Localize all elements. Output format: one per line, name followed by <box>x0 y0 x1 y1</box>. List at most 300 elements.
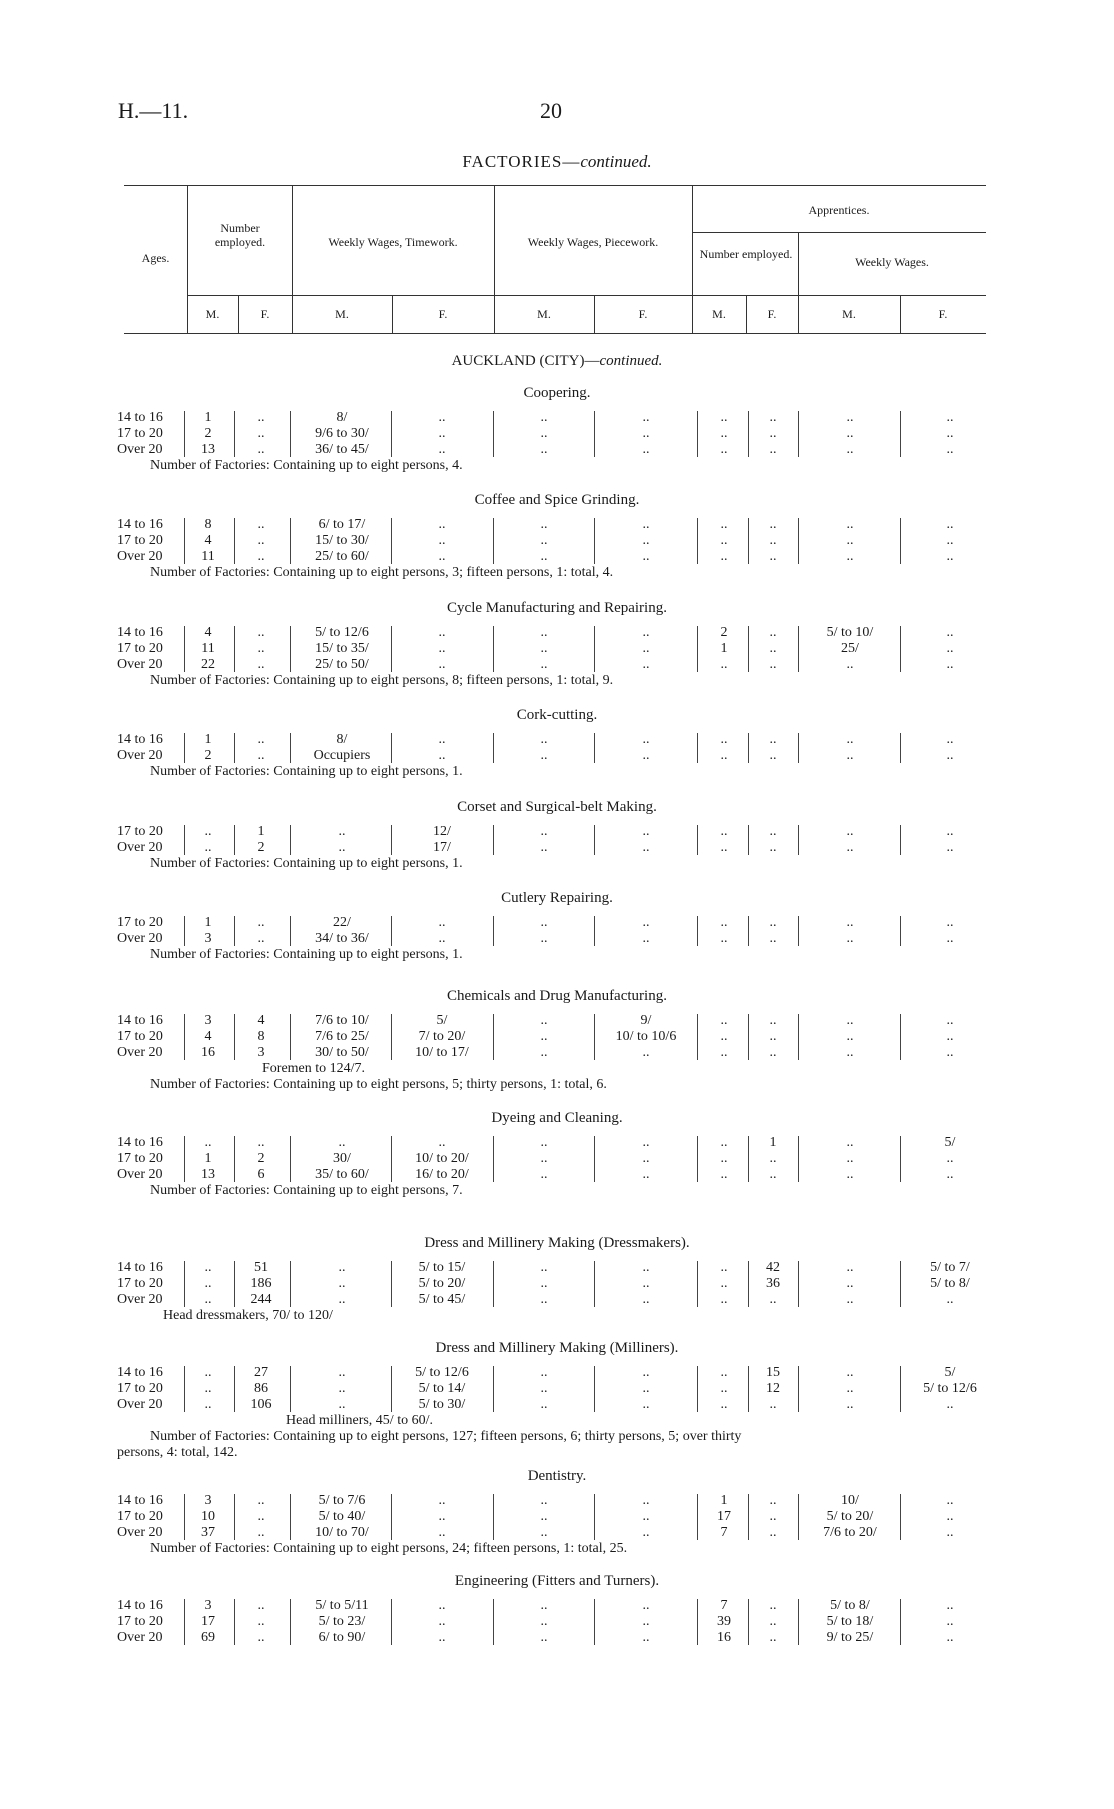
apprentice-female-cell: .. <box>769 657 777 672</box>
timework-female-cell: .. <box>438 657 446 672</box>
column-rule <box>290 1014 291 1060</box>
column-rule <box>594 1366 595 1412</box>
column-rule <box>184 916 185 946</box>
column-rule <box>798 1366 799 1412</box>
timework-male-cell: 8/ <box>336 732 348 747</box>
apprentice-wages-male-cell: .. <box>846 1135 854 1150</box>
header-m: M. <box>712 307 726 321</box>
male-employed-cell: 3 <box>204 1598 212 1613</box>
apprentice-wages-male-cell: .. <box>846 1013 854 1028</box>
apprentice-wages-female-cell: .. <box>946 1151 954 1166</box>
table-row <box>0 410 1114 426</box>
apprentice-wages-female-cell: .. <box>946 840 954 855</box>
piecework-male-cell: .. <box>540 1614 548 1629</box>
piecework-female-cell: .. <box>642 1381 650 1396</box>
column-rule <box>900 1261 901 1307</box>
apprentice-wages-male-cell: .. <box>846 1397 854 1412</box>
age-cell: 17 to 20 <box>117 641 163 656</box>
age-cell: 17 to 20 <box>117 1151 163 1166</box>
timework-female-cell: 5/ to 30/ <box>418 1397 466 1412</box>
piecework-female-cell: .. <box>642 549 650 564</box>
age-cell: Over 20 <box>117 1167 163 1182</box>
piecework-female-cell: .. <box>642 1260 650 1275</box>
piecework-male-cell: .. <box>540 1365 548 1380</box>
apprentices-header: Apprentices. <box>808 203 870 217</box>
piecework-male-cell: .. <box>540 1397 548 1412</box>
apprentice-female-cell: .. <box>769 1525 777 1540</box>
apprentice-male-cell: .. <box>720 1013 728 1028</box>
column-rule <box>184 825 185 855</box>
piecework-male-cell: .. <box>540 824 548 839</box>
apprentices-number-header: Number employed. <box>699 247 793 261</box>
column-rule <box>290 1366 291 1412</box>
age-cell: Over 20 <box>117 442 163 457</box>
piecework-male-cell: .. <box>540 915 548 930</box>
table-row <box>0 549 1114 565</box>
timework-female-cell: .. <box>438 1525 446 1540</box>
apprentice-wages-female-cell: .. <box>946 1397 954 1412</box>
apprentice-wages-male-cell: .. <box>846 732 854 747</box>
apprentice-male-cell: .. <box>720 517 728 532</box>
piecework-male-cell: .. <box>540 1135 548 1150</box>
female-employed-cell: .. <box>257 549 265 564</box>
table-row <box>0 1135 1114 1151</box>
female-employed-cell: .. <box>257 1598 265 1613</box>
table-row <box>0 1151 1114 1167</box>
age-cell: Over 20 <box>117 1525 163 1540</box>
piecework-female-cell: .. <box>642 840 650 855</box>
male-employed-cell: .. <box>204 1260 212 1275</box>
column-rule <box>697 1599 698 1645</box>
piecework-male-cell: .. <box>540 533 548 548</box>
column-rule <box>234 1261 235 1307</box>
column-rule <box>184 1494 185 1540</box>
timework-male-cell: .. <box>338 824 346 839</box>
female-employed-cell: .. <box>257 533 265 548</box>
male-employed-cell: 11 <box>201 549 215 564</box>
female-employed-cell: 2 <box>257 840 265 855</box>
piecework-female-cell: .. <box>642 732 650 747</box>
male-employed-cell: .. <box>204 1292 212 1307</box>
section-note: Head milliners, 45/ to 60/. <box>286 1413 433 1428</box>
column-rule <box>184 411 185 457</box>
female-employed-cell: 51 <box>254 1260 268 1275</box>
column-header <box>124 185 986 335</box>
timework-female-cell: .. <box>438 1630 446 1645</box>
table-row <box>0 442 1114 458</box>
timework-male-cell: .. <box>338 1135 346 1150</box>
table-row <box>0 1397 1114 1413</box>
column-rule <box>290 733 291 763</box>
female-employed-cell: 3 <box>257 1045 265 1060</box>
column-rule <box>697 825 698 855</box>
apprentice-wages-female-cell: .. <box>946 1509 954 1524</box>
timework-female-cell: .. <box>438 641 446 656</box>
age-cell: 14 to 16 <box>117 1493 163 1508</box>
column-rule <box>493 518 494 564</box>
timework-female-cell: .. <box>438 625 446 640</box>
age-cell: 17 to 20 <box>117 1381 163 1396</box>
table-row <box>0 1029 1114 1045</box>
apprentice-wages-male-cell: .. <box>846 549 854 564</box>
apprentice-male-cell: 16 <box>717 1630 731 1645</box>
piecework-female-cell: .. <box>642 426 650 441</box>
timework-female-cell: 10/ to 20/ <box>415 1151 469 1166</box>
apprentice-male-cell: 1 <box>720 641 728 656</box>
male-employed-cell: 8 <box>204 517 212 532</box>
age-cell: Over 20 <box>117 549 163 564</box>
apprentice-wages-female-cell: .. <box>946 426 954 441</box>
timework-female-cell: 5/ to 45/ <box>418 1292 466 1307</box>
column-rule <box>493 1599 494 1645</box>
column-rule <box>234 1494 235 1540</box>
piecework-female-cell: .. <box>642 931 650 946</box>
male-employed-cell: .. <box>204 1365 212 1380</box>
apprentice-wages-male-cell: .. <box>846 1151 854 1166</box>
apprentice-wages-male-cell: .. <box>846 426 854 441</box>
apprentice-female-cell: .. <box>769 442 777 457</box>
timework-male-cell: 36/ to 45/ <box>315 442 369 457</box>
apprentice-wages-male-cell: .. <box>846 915 854 930</box>
section-title: Coopering. <box>523 385 591 401</box>
section-title: Cork-cutting. <box>516 707 598 723</box>
section-note: Head dressmakers, 70/ to 120/ <box>163 1308 333 1323</box>
column-rule <box>798 411 799 457</box>
column-rule <box>697 1494 698 1540</box>
apprentice-female-cell: .. <box>769 931 777 946</box>
table-row <box>0 1598 1114 1614</box>
age-cell: 14 to 16 <box>117 1365 163 1380</box>
apprentice-male-cell: .. <box>720 1365 728 1380</box>
apprentice-female-cell: .. <box>769 1151 777 1166</box>
section-title: Chemicals and Drug Manufacturing. <box>447 988 667 1004</box>
section-title: Dyeing and Cleaning. <box>491 1110 623 1126</box>
timework-male-cell: 5/ to 12/6 <box>315 625 369 640</box>
piecework-male-cell: .. <box>540 1276 548 1291</box>
section-title: Dentistry. <box>527 1468 587 1484</box>
column-rule <box>234 1366 235 1412</box>
apprentice-wages-female-cell: .. <box>946 517 954 532</box>
apprentice-wages-male-cell: .. <box>846 748 854 763</box>
column-rule <box>900 1494 901 1540</box>
timework-male-cell: 6/ to 17/ <box>318 517 366 532</box>
apprentice-female-cell: 42 <box>766 1260 780 1275</box>
section-note: Number of Factories: Containing up to eight persons, 4. <box>150 458 463 473</box>
apprentice-wages-male-cell: .. <box>846 840 854 855</box>
apprentice-wages-male-cell: 5/ to 10/ <box>826 625 874 640</box>
apprentice-female-cell: .. <box>769 1493 777 1508</box>
male-employed-cell: .. <box>204 1381 212 1396</box>
piecework-male-cell: .. <box>540 1381 548 1396</box>
timework-male-cell: 5/ to 23/ <box>318 1614 366 1629</box>
apprentice-wages-female-cell: .. <box>946 1292 954 1307</box>
apprentice-wages-male-cell: .. <box>846 442 854 457</box>
piecework-female-cell: .. <box>642 1525 650 1540</box>
age-cell: 17 to 20 <box>117 533 163 548</box>
apprentice-female-cell: .. <box>769 1614 777 1629</box>
column-rule <box>493 1014 494 1060</box>
section-note: Number of Factories: Containing up to eight persons, 5; thirty persons, 1: total, 6. <box>150 1077 607 1092</box>
timework-male-cell: 10/ to 70/ <box>315 1525 369 1540</box>
timework-male-cell: 5/ to 5/11 <box>315 1598 369 1613</box>
male-employed-cell: 1 <box>204 410 212 425</box>
female-employed-cell: .. <box>257 748 265 763</box>
table-row <box>0 1614 1114 1630</box>
female-employed-cell: .. <box>257 641 265 656</box>
column-rule <box>748 411 749 457</box>
piecework-female-cell: .. <box>642 1135 650 1150</box>
column-rule <box>493 1136 494 1182</box>
column-rule <box>493 733 494 763</box>
column-rule <box>748 626 749 672</box>
timework-female-cell: 5/ to 15/ <box>418 1260 466 1275</box>
apprentice-wages-female-cell: .. <box>946 1029 954 1044</box>
female-employed-cell: .. <box>257 442 265 457</box>
apprentice-wages-female-cell: 5/ to 7/ <box>930 1260 970 1275</box>
column-rule <box>184 1599 185 1645</box>
column-rule <box>798 518 799 564</box>
female-employed-cell: 8 <box>257 1029 265 1044</box>
section-title: Dress and Millinery Making (Dressmakers). <box>424 1235 690 1251</box>
piecework-male-cell: .. <box>540 625 548 640</box>
apprentice-female-cell: 15 <box>766 1365 780 1380</box>
table-row <box>0 840 1114 856</box>
apprentice-female-cell: .. <box>769 732 777 747</box>
table-row <box>0 625 1114 641</box>
apprentice-male-cell: 39 <box>717 1614 731 1629</box>
timework-female-cell: .. <box>438 1493 446 1508</box>
male-employed-cell: 10 <box>201 1509 215 1524</box>
table-row <box>0 641 1114 657</box>
timework-female-cell: 5/ to 20/ <box>418 1276 466 1291</box>
timework-female-cell: .. <box>438 931 446 946</box>
apprentice-male-cell: .. <box>720 1045 728 1060</box>
column-rule <box>748 1136 749 1182</box>
apprentice-male-cell: .. <box>720 533 728 548</box>
column-rule <box>290 825 291 855</box>
piecework-female-cell: .. <box>642 442 650 457</box>
apprentice-wages-female-cell: 5/ <box>944 1135 956 1150</box>
column-rule <box>900 916 901 946</box>
female-employed-cell: 1 <box>257 824 265 839</box>
table-row <box>0 931 1114 947</box>
apprentice-wages-male-cell: .. <box>846 1045 854 1060</box>
age-cell: Over 20 <box>117 1292 163 1307</box>
apprentice-wages-male-cell: .. <box>846 533 854 548</box>
column-rule <box>697 1261 698 1307</box>
apprentice-male-cell: .. <box>720 1260 728 1275</box>
female-employed-cell: .. <box>257 410 265 425</box>
column-rule <box>493 1494 494 1540</box>
apprentice-wages-female-cell: .. <box>946 1013 954 1028</box>
column-rule <box>391 1014 392 1060</box>
apprentice-wages-male-cell: 5/ to 8/ <box>830 1598 870 1613</box>
column-rule <box>184 1136 185 1182</box>
male-employed-cell: 1 <box>204 732 212 747</box>
column-rule <box>391 916 392 946</box>
female-employed-cell: .. <box>257 657 265 672</box>
apprentice-male-cell: .. <box>720 732 728 747</box>
piecework-male-cell: .. <box>540 1013 548 1028</box>
timework-male-cell: 22/ <box>333 915 351 930</box>
column-rule <box>900 1014 901 1060</box>
piecework-female-cell: .. <box>642 1276 650 1291</box>
column-rule <box>900 1136 901 1182</box>
female-employed-cell: .. <box>257 1493 265 1508</box>
apprentice-female-cell: .. <box>769 1397 777 1412</box>
table-row <box>0 1013 1114 1029</box>
male-employed-cell: .. <box>204 840 212 855</box>
timework-male-cell: .. <box>338 1292 346 1307</box>
apprentice-wages-male-cell: .. <box>846 1167 854 1182</box>
timework-male-cell: .. <box>338 1365 346 1380</box>
section-title: Cycle Manufacturing and Repairing. <box>447 600 667 616</box>
female-employed-cell: .. <box>257 517 265 532</box>
column-rule <box>697 1136 698 1182</box>
apprentice-female-cell: .. <box>769 1509 777 1524</box>
column-rule <box>748 518 749 564</box>
apprentice-female-cell: 1 <box>769 1135 777 1150</box>
apprentice-wages-female-cell: .. <box>946 410 954 425</box>
column-rule <box>594 518 595 564</box>
apprentice-male-cell: .. <box>720 931 728 946</box>
column-rule <box>798 1136 799 1182</box>
apprentice-female-cell: .. <box>769 840 777 855</box>
female-employed-cell: .. <box>257 931 265 946</box>
column-rule <box>493 916 494 946</box>
column-rule <box>234 518 235 564</box>
timework-female-cell: .. <box>438 517 446 532</box>
column-rule <box>748 1014 749 1060</box>
apprentice-wages-female-cell: .. <box>946 931 954 946</box>
piecework-male-cell: .. <box>540 549 548 564</box>
age-cell: 14 to 16 <box>117 1260 163 1275</box>
female-employed-cell: .. <box>257 1630 265 1645</box>
column-rule <box>493 825 494 855</box>
female-employed-cell: 244 <box>250 1292 272 1307</box>
apprentice-male-cell: .. <box>720 410 728 425</box>
timework-male-cell: 5/ to 7/6 <box>318 1493 366 1508</box>
timework-male-cell: 9/6 to 30/ <box>315 426 369 441</box>
column-rule <box>391 1599 392 1645</box>
apprentice-female-cell: .. <box>769 549 777 564</box>
age-cell: Over 20 <box>117 931 163 946</box>
column-rule <box>493 626 494 672</box>
male-employed-cell: 22 <box>201 657 215 672</box>
column-rule <box>290 626 291 672</box>
column-rule <box>493 1366 494 1412</box>
apprentice-wages-female-cell: .. <box>946 641 954 656</box>
timework-male-cell: 30/ <box>333 1151 351 1166</box>
section-title: Corset and Surgical-belt Making. <box>457 799 657 815</box>
section-title: Dress and Millinery Making (Milliners). <box>435 1340 679 1356</box>
apprentice-wages-male-cell: .. <box>846 410 854 425</box>
piecework-male-cell: .. <box>540 410 548 425</box>
piecework-male-cell: .. <box>540 1525 548 1540</box>
timework-male-cell: 7/6 to 10/ <box>315 1013 369 1028</box>
table-row <box>0 1260 1114 1276</box>
apprentice-wages-male-cell: 5/ to 20/ <box>826 1509 874 1524</box>
apprentice-male-cell: 7 <box>720 1525 728 1540</box>
column-rule <box>594 626 595 672</box>
piecework-female-cell: .. <box>642 1509 650 1524</box>
piecework-female-cell: .. <box>642 1045 650 1060</box>
timework-female-cell: .. <box>438 915 446 930</box>
piecework-male-cell: .. <box>540 426 548 441</box>
female-employed-cell: 2 <box>257 1151 265 1166</box>
column-rule <box>798 916 799 946</box>
apprentice-wages-male-cell: 25/ <box>841 641 859 656</box>
female-employed-cell: .. <box>257 1614 265 1629</box>
apprentice-wages-female-cell: .. <box>946 732 954 747</box>
piecework-male-cell: .. <box>540 1260 548 1275</box>
piecework-header: Weekly Wages, Piecework. <box>527 235 659 249</box>
male-employed-cell: 3 <box>204 1013 212 1028</box>
age-cell: Over 20 <box>117 1045 163 1060</box>
table-row <box>0 426 1114 442</box>
ages-header: Ages. <box>141 251 170 265</box>
section-note: Number of Factories: Containing up to eight persons, 1. <box>150 764 463 779</box>
apprentice-female-cell: .. <box>769 1167 777 1182</box>
column-rule <box>493 411 494 457</box>
apprentice-male-cell: .. <box>720 1151 728 1166</box>
column-rule <box>594 1599 595 1645</box>
apprentice-female-cell: .. <box>769 1292 777 1307</box>
section-note: Number of Factories: Containing up to eight persons, 1. <box>150 947 463 962</box>
piecework-male-cell: .. <box>540 517 548 532</box>
age-cell: Over 20 <box>117 1630 163 1645</box>
piecework-male-cell: .. <box>540 1630 548 1645</box>
piecework-female-cell: .. <box>642 625 650 640</box>
table-row <box>0 1292 1114 1308</box>
section-note: Number of Factories: Containing up to eight persons, 24; fifteen persons, 1: total, 25. <box>150 1541 628 1556</box>
column-rule <box>594 411 595 457</box>
female-employed-cell: .. <box>257 1509 265 1524</box>
page-title: FACTORIES—continued. <box>462 152 652 171</box>
timework-female-cell: .. <box>438 426 446 441</box>
age-cell: 14 to 16 <box>117 410 163 425</box>
male-employed-cell: 3 <box>204 931 212 946</box>
apprentice-wages-male-cell: .. <box>846 931 854 946</box>
column-rule <box>290 1599 291 1645</box>
piecework-female-cell: .. <box>642 641 650 656</box>
section-note: Foremen to 124/7. <box>262 1061 366 1076</box>
male-employed-cell: 16 <box>201 1045 215 1060</box>
timework-female-cell: .. <box>438 1509 446 1524</box>
column-rule <box>594 1014 595 1060</box>
column-rule <box>748 1366 749 1412</box>
female-employed-cell: .. <box>257 426 265 441</box>
age-cell: 14 to 16 <box>117 625 163 640</box>
piecework-male-cell: .. <box>540 1045 548 1060</box>
column-rule <box>748 1494 749 1540</box>
female-employed-cell: .. <box>257 732 265 747</box>
page-number: 20 <box>540 98 562 123</box>
piecework-female-cell: .. <box>642 915 650 930</box>
female-employed-cell: .. <box>257 915 265 930</box>
table-row <box>0 1365 1114 1381</box>
male-employed-cell: .. <box>204 824 212 839</box>
age-cell: 17 to 20 <box>117 1276 163 1291</box>
timework-female-cell: 7/ to 20/ <box>418 1029 466 1044</box>
column-rule <box>798 733 799 763</box>
column-rule <box>234 733 235 763</box>
timework-male-cell: 30/ to 50/ <box>315 1045 369 1060</box>
column-rule <box>798 1014 799 1060</box>
column-rule <box>290 1136 291 1182</box>
apprentice-wages-female-cell: .. <box>946 1045 954 1060</box>
column-rule <box>697 1366 698 1412</box>
